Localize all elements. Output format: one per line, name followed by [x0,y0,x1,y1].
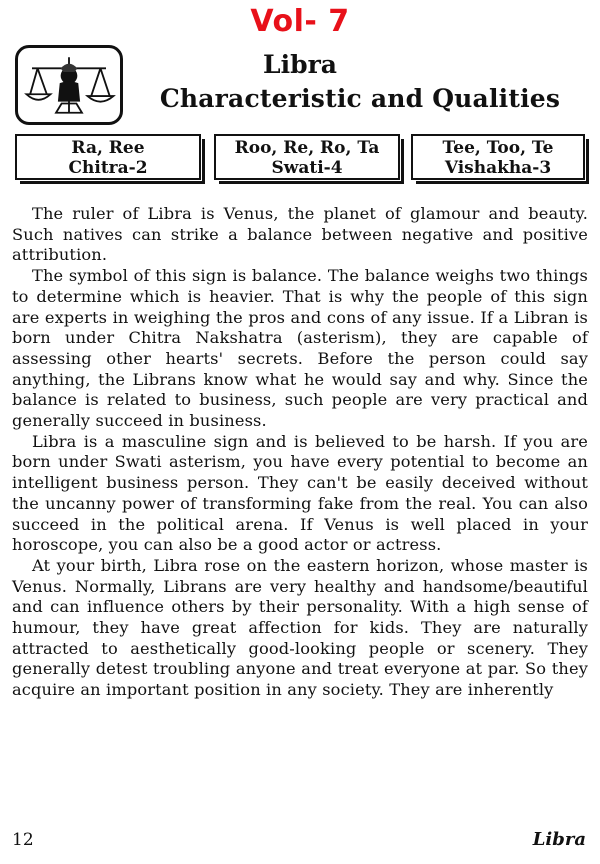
libra-emblem [15,45,123,125]
nakshatra-syllables: Roo, Re, Ro, Ta [234,138,380,158]
libra-scales-icon [18,48,120,122]
nakshatra-box-swati [214,134,400,180]
page-title-subtitle: Characteristic and Qualities [159,84,561,113]
nakshatra-box-vishakha [411,134,585,180]
paragraph: The ruler of Libra is Venus, the planet of glamour and beauty. Such natives can strike a balance between negative and positive attribution. [12,204,588,265]
nakshatra-box-chitra [15,134,201,180]
nakshatra-syllables: Tee, Too, Te [442,138,554,158]
volume-label: Vol- 7 [250,4,350,39]
page-number: 12 [12,830,34,850]
paragraph: Libra is a masculine sign and is believed to be harsh. If you are born under Swati asterism, you have every potential to become an intelligent business person. They can't be easily deceived without the uncanny power of transforming fake from the real. You can also succeed in the political arena. If Venus is well placed in your horoscope, you can also be a good actor or actress. [12,431,588,555]
running-title: Libra [532,829,586,850]
nakshatra-syllables: Ra, Ree [71,138,145,158]
nakshatra-name: Swati-4 [271,158,343,178]
nakshatra-name: Chitra-2 [68,158,148,178]
body-text [12,204,588,701]
paragraph: The symbol of this sign is balance. The balance weighs two things to determine which is heavier. That is why the people of this sign are experts in weighing the pros and cons of any issue. If a Libran is born under Chitra Nakshatra (asterism), they are capable of assessing other hearts' secrets. Before the person could say anything, the Librans know what he would say and why. Since the balance is related to business, such people are very practical and generally succeed in business. [12,266,588,431]
nakshatra-name: Vishakha-3 [444,158,552,178]
page-title-sign: Libra [263,50,337,79]
paragraph: At your birth, Libra rose on the eastern horizon, whose master is Venus. Normally, Librans are very healthy and handsome/beautiful and can influence others by their personality. With a high sense of humour, they have great affection for kids. They are naturally attracted to aesthetically good-looking people or scenery. They generally detest troubling anyone and treat everyone at par. So they acquire an important position in any society. They are inherently [12,555,588,700]
